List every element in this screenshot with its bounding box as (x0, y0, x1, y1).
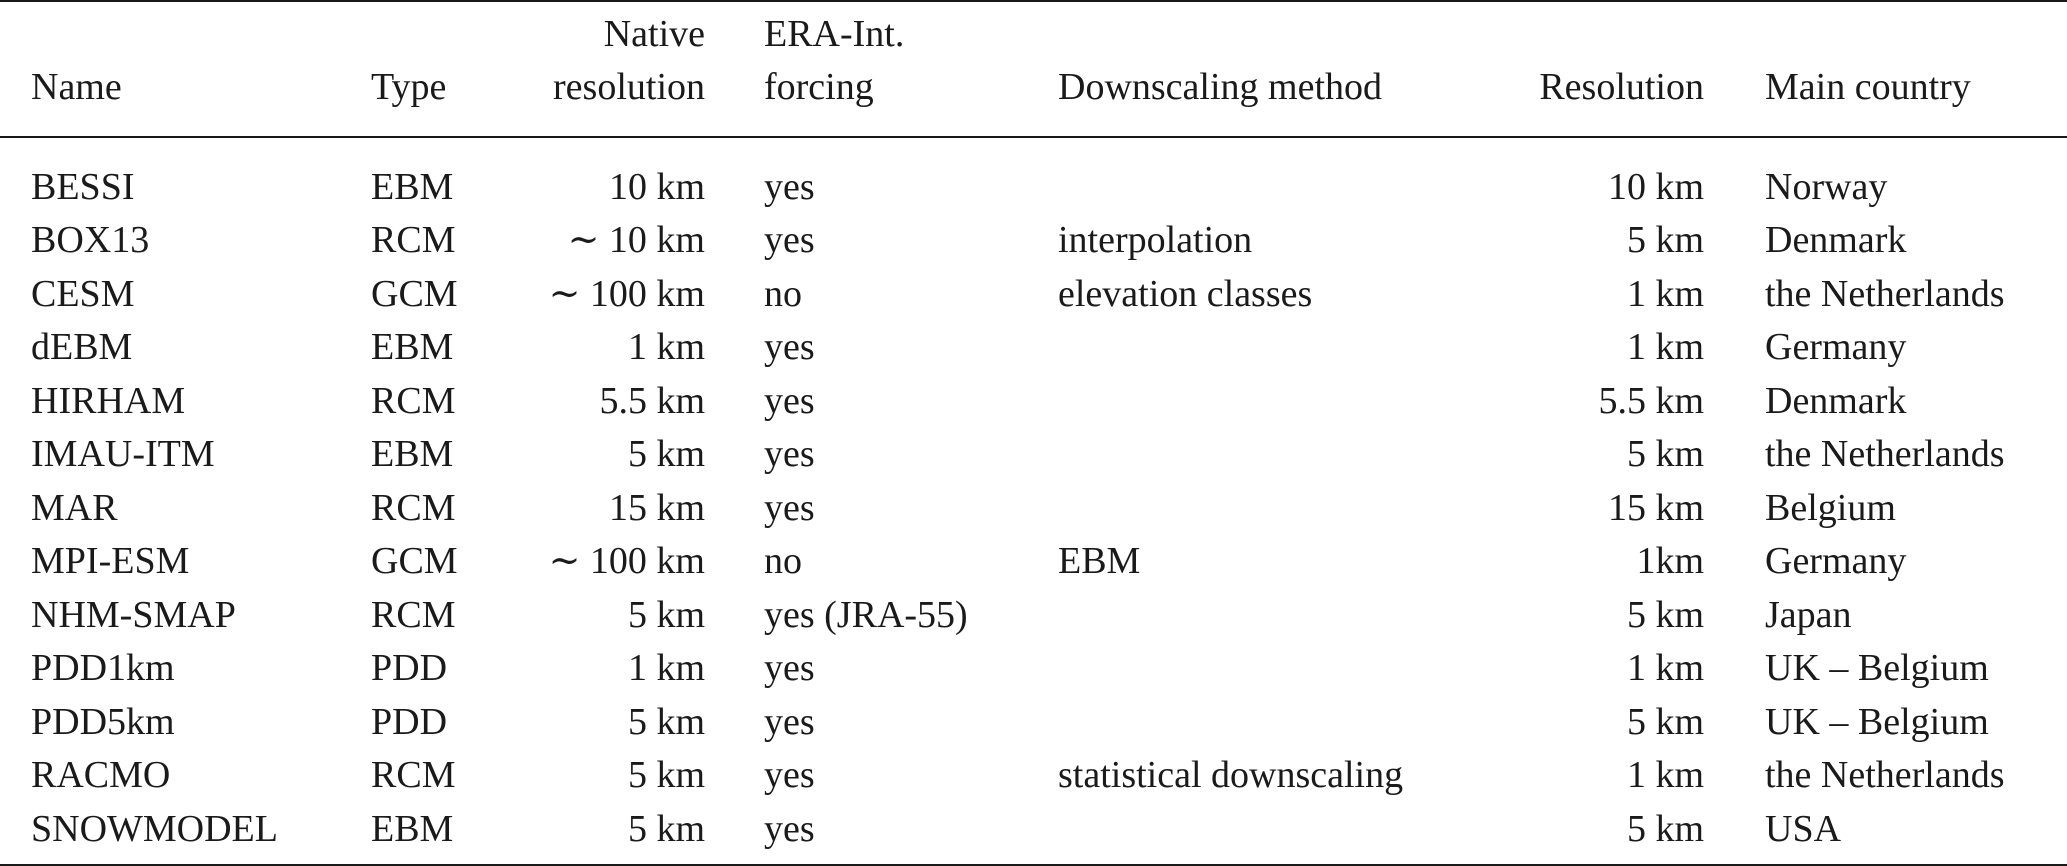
cell-type: RCM (371, 486, 456, 529)
cell-era-forcing: yes (764, 700, 815, 743)
table-row (0, 265, 2067, 319)
header-row (0, 0, 2067, 138)
cell-main-country: Denmark (1765, 379, 1907, 422)
cell-resolution: 5 km (1626, 219, 1704, 261)
cell-name: HIRHAM (31, 379, 186, 422)
cell-downscaling-method (1058, 319, 1403, 373)
table-header (0, 0, 2067, 138)
table-row (0, 693, 2067, 747)
cell-native-resolution: 5 km (627, 807, 705, 850)
cell-native-resolution: ∼ 10 km (567, 219, 705, 261)
cell-resolution: 1 km (1626, 272, 1704, 315)
cell-native-resolution: ∼ 100 km (548, 540, 705, 582)
cell-name: dEBM (31, 326, 133, 368)
cell-main-country: Norway (1765, 165, 1888, 208)
cell-resolution: 10 km (1607, 165, 1704, 208)
table-row (0, 586, 2067, 640)
table-row (0, 479, 2067, 533)
cell-era-forcing: yes (764, 165, 815, 208)
cell-type: EBM (371, 326, 454, 368)
cell-main-country: Germany (1765, 540, 1907, 582)
table-row (0, 319, 2067, 373)
cell-name: MAR (31, 486, 118, 529)
cell-name: PDD1km (31, 647, 175, 689)
table-row (0, 372, 2067, 426)
cell-main-country: the Netherlands (1765, 433, 2005, 475)
cell-name: BOX13 (31, 219, 150, 261)
cell-type: RCM (371, 754, 456, 796)
table-row (0, 747, 2067, 801)
table-row (0, 426, 2067, 480)
cell-resolution: 5 km (1626, 593, 1704, 636)
table-row (0, 533, 2067, 587)
cell-type: EBM (371, 807, 454, 850)
cell-name: MPI-ESM (31, 540, 190, 582)
cell-main-country: UK – Belgium (1765, 700, 1989, 743)
cell-native-resolution: 5.5 km (599, 379, 705, 422)
cell-main-country: Denmark (1765, 219, 1907, 261)
cell-era-forcing: yes (764, 433, 815, 475)
cell-main-country: UK – Belgium (1765, 647, 1989, 689)
cell-era-forcing: yes (764, 486, 815, 529)
cell-main-country: USA (1765, 807, 1842, 850)
table-row (0, 212, 2067, 266)
cell-main-country: Japan (1765, 593, 1852, 636)
cell-era-forcing: yes (JRA-55) (764, 593, 968, 636)
cell-resolution: 5.5 km (1598, 379, 1704, 422)
cell-downscaling-method: interpolation (1058, 219, 1253, 261)
header-era-line1: ERA-Int. (764, 13, 905, 55)
cell-type: GCM (371, 272, 458, 315)
cell-era-forcing: yes (764, 807, 815, 850)
header-era-line2: forcing (764, 66, 874, 108)
cell-era-forcing: no (764, 540, 802, 582)
cell-name: IMAU-ITM (31, 433, 215, 475)
cell-era-forcing: yes (764, 379, 815, 422)
cell-type: EBM (371, 433, 454, 475)
table-row (0, 640, 2067, 694)
cell-native-resolution: 10 km (608, 165, 705, 208)
cell-native-resolution: 1 km (627, 326, 705, 368)
header-downscaling-method: Downscaling method (1058, 66, 1383, 108)
cell-resolution: 1km (1636, 540, 1704, 582)
cell-downscaling-method (1058, 586, 1403, 640)
header-native-resolution (501, 0, 705, 138)
cell-main-country: the Netherlands (1765, 754, 2005, 796)
table-row (0, 800, 2067, 854)
cell-resolution: 1 km (1626, 754, 1704, 796)
header-name: Name (31, 66, 122, 108)
cell-native-resolution: 5 km (627, 593, 705, 636)
cell-downscaling-method (1058, 693, 1403, 747)
cell-type: PDD (371, 700, 448, 743)
cell-resolution: 1 km (1626, 326, 1704, 368)
cell-resolution: 5 km (1626, 433, 1704, 475)
cell-resolution: 1 km (1626, 647, 1704, 689)
header-main-country: Main country (1765, 66, 1971, 108)
cell-type: GCM (371, 540, 458, 582)
cell-downscaling-method: elevation classes (1058, 272, 1313, 315)
cell-resolution: 15 km (1607, 486, 1704, 529)
cell-era-forcing: yes (764, 647, 815, 689)
cell-type: PDD (371, 647, 448, 689)
cell-name: CESM (31, 272, 135, 315)
cell-native-resolution: ∼ 100 km (548, 272, 705, 315)
cell-name: BESSI (31, 165, 135, 208)
cell-era-forcing: yes (764, 754, 815, 796)
cell-native-resolution: 5 km (627, 700, 705, 743)
table-row (0, 138, 2067, 212)
cell-downscaling-method (1058, 800, 1403, 854)
cell-era-forcing: yes (764, 326, 815, 368)
header-era-forcing (705, 0, 1058, 138)
cell-type: RCM (371, 379, 456, 422)
cell-downscaling-method (1058, 372, 1403, 426)
cell-native-resolution: 15 km (608, 486, 705, 529)
header-type: Type (371, 66, 447, 108)
cell-type: RCM (371, 219, 456, 261)
cell-downscaling-method (1058, 640, 1403, 694)
cell-type: RCM (371, 593, 456, 636)
cell-native-resolution: 5 km (627, 433, 705, 475)
cell-resolution: 5 km (1626, 700, 1704, 743)
header-resolution: Resolution (1539, 66, 1704, 108)
cell-downscaling-method (1058, 138, 1403, 212)
cell-era-forcing: yes (764, 219, 815, 261)
cell-downscaling-method: statistical downscaling (1058, 754, 1404, 796)
cell-name: PDD5km (31, 700, 175, 743)
cell-type: EBM (371, 165, 454, 208)
header-native-line2: resolution (553, 66, 705, 108)
cell-native-resolution: 1 km (627, 647, 705, 689)
cell-main-country: the Netherlands (1765, 272, 2005, 315)
cell-name: SNOWMODEL (31, 807, 278, 850)
cell-downscaling-method (1058, 479, 1403, 533)
cell-main-country: Germany (1765, 326, 1907, 368)
cell-name: RACMO (31, 754, 171, 796)
table-body (0, 138, 2067, 854)
cell-name: NHM-SMAP (31, 593, 236, 636)
cell-downscaling-method: EBM (1058, 540, 1141, 582)
cell-downscaling-method (1058, 426, 1403, 480)
cell-resolution: 5 km (1626, 807, 1704, 850)
cell-native-resolution: 5 km (627, 754, 705, 796)
header-native-line1: Native (603, 13, 705, 55)
cell-era-forcing: no (764, 272, 802, 315)
cell-main-country: Belgium (1765, 486, 1896, 529)
